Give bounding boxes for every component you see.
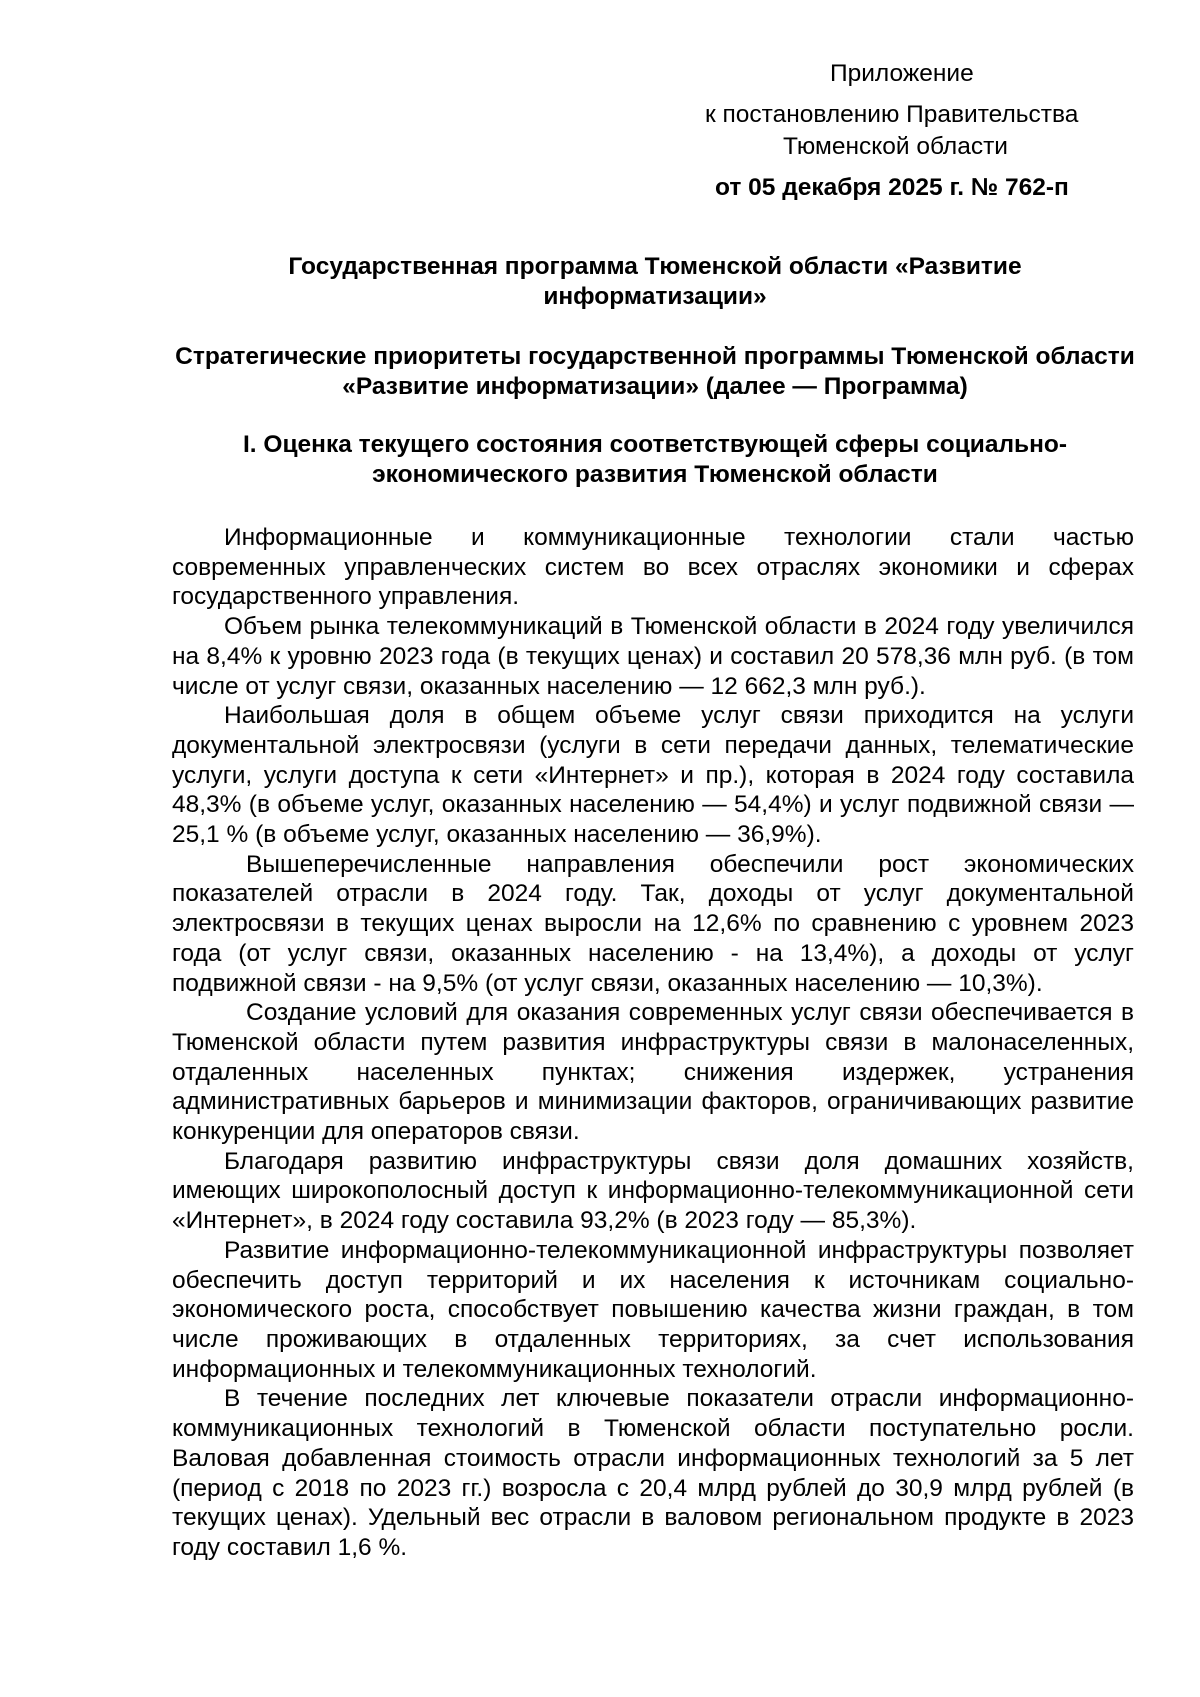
paragraph: В течение последних лет ключевые показатели отрасли информационно-коммуникационных технологий в Тюменской области поступательно росли. Валовая добавленная стоимость отрасли информационных технологий за 5 лет (период с 2018 по 2023 гг.) возросла с 20,4 млрд рублей до 30,9 млрд рублей (в текущих ценах). Удельный вес отрасли в валовом региональном продукте в 2023 году составил 1,6 %. xyxy=(172,1385,1134,1561)
region-name xyxy=(783,131,1200,163)
paragraph: Благодаря развитию инфраструктуры связи доля домашних хозяйств, имеющих широкополосный доступ к информационно-телекоммуникационной сети «Интернет», в 2024 году составила 93,2% (в 2023 году — 85,3%). xyxy=(172,1147,1134,1235)
decree-reference xyxy=(705,99,1165,131)
priorities-title: Стратегические приоритеты государственной программы Тюменской области «Развитие информатизации» (далее — Программа) xyxy=(175,343,1135,400)
paragraph: Объем рынка телекоммуникаций в Тюменской области в 2024 году увеличился на 8,4% к уровню 2023 года (в текущих ценах) и составил 20 578,36 млн руб. (в том числе от услуг связи, оказанных населению — 12 662,3 млн руб.). xyxy=(172,613,1134,700)
paragraph: Создание условий для оказания современных услуг связи обеспечивается в Тюменской области путем развития инфраструктуры связи в малонаселенных, отдаленных населенных пунктах; снижения издержек, устранения административных барьеров и минимизации факторов, ограничивающих развитие конкуренции для операторов связи. xyxy=(172,999,1134,1146)
decree-date-number-text: от 05 декабря 2025 г. № 762-п xyxy=(715,174,1069,201)
paragraph: Вышеперечисленные направления обеспечили рост экономических показателей отрасли в 2024 году. Так, доходы от услуг документальной электросвязи в текущих ценах выросли на 12,6% по сравнению с уровнем 2023 года (от услуг связи, оказанных населению - на 13,4%), а доходы от услуг подвижной связи - на 9,5% (от услуг связи, оказанных населению — 10,3%). xyxy=(172,850,1134,997)
appendix-label xyxy=(830,58,1200,90)
decree-reference-text: к постановлению Правительства xyxy=(705,101,1079,128)
paragraph: Наибольшая доля в общем объеме услуг связи приходится на услуги документальной электросвязи (услуги в сети передачи данных, телематические услуги, услуги доступа к сети «Интернет» и пр.), которая в 2024 году составила 48,3% (в объеме услуг, оказанных населению — 54,4%) и услуг подвижной связи — 25,1 % (в объеме услуг, оказанных населению — 36,9%). xyxy=(172,702,1134,849)
section-title: I. Оценка текущего состояния соответствующей сферы социально-экономического развития Тюменской области xyxy=(243,431,1067,488)
program-title: Государственная программа Тюменской области «Развитие информатизации» xyxy=(288,253,1022,310)
decree-date-number xyxy=(715,172,1175,204)
paragraph: Развитие информационно-телекоммуникационной инфраструктуры позволяет обеспечить доступ территорий и их населения к источникам социально-экономического роста, способствует повышению качества жизни граждан, в том числе проживающих в отдаленных территориях, за счет использования информационных и телекоммуникационных технологий. xyxy=(172,1236,1134,1383)
body-text xyxy=(172,523,1134,1563)
region-name-text: Тюменской области xyxy=(783,133,1008,160)
paragraph: Информационные и коммуникационные технологии стали частью современных управленческих систем во всех отраслях экономики и сферах государственного управления. xyxy=(172,524,1134,611)
appendix-text: Приложение xyxy=(830,60,974,87)
